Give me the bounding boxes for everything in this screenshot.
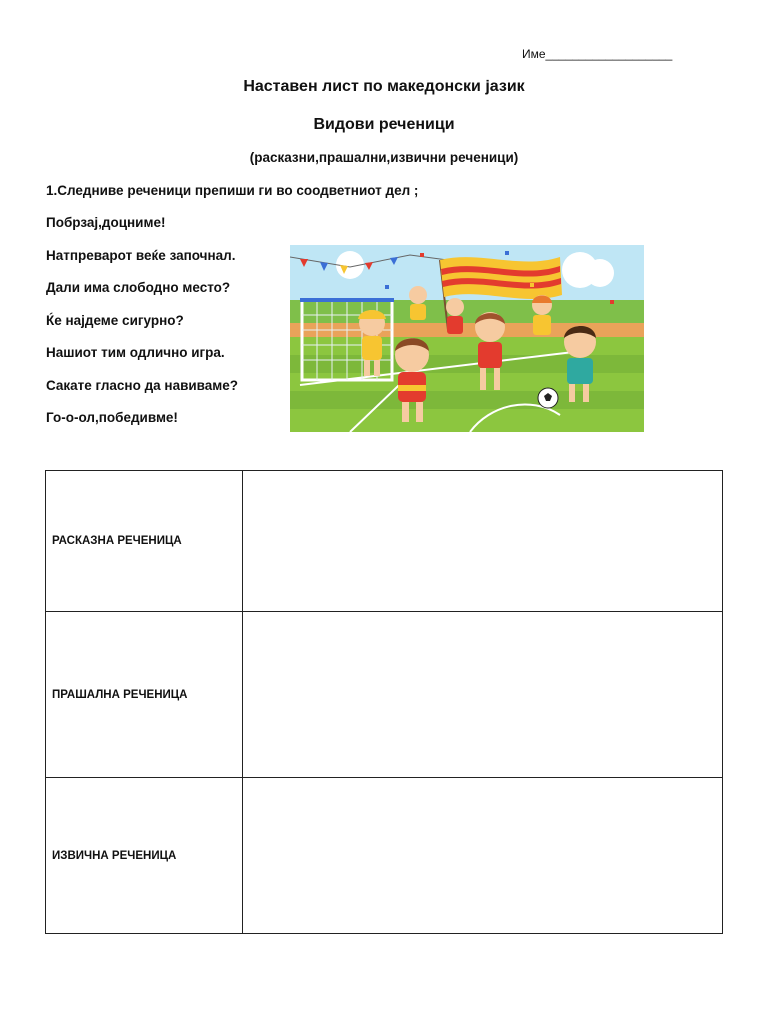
- soccer-ball: [538, 388, 558, 408]
- worksheet-title: Наставен лист по македонски јазик: [243, 78, 525, 95]
- answer-cell-exclamatory[interactable]: [243, 778, 723, 934]
- cloud: [586, 259, 614, 287]
- row-label-interrogative: ПРАШАЛНА РЕЧЕНИЦА: [46, 612, 243, 778]
- answer-cell-interrogative[interactable]: [243, 612, 723, 778]
- row-label-declarative: РАСКАЗНА РЕЧЕНИЦА: [46, 471, 243, 612]
- striped-flag: [440, 257, 562, 299]
- sentence-item: Сакате гласно да навиваме?: [46, 377, 239, 393]
- task-instruction: 1.Следниве реченици препиши ги во соодветниот дел ;: [46, 183, 419, 198]
- sentence-item: Дали има слободно место?: [46, 280, 231, 295]
- table-row: [46, 471, 723, 612]
- answer-cell-declarative[interactable]: [243, 471, 723, 612]
- sentence-list: [46, 213, 238, 441]
- sentence-item: Ќе најдеме сигурно?: [46, 312, 184, 328]
- sentence-item: Побрзај,доцниме!: [46, 215, 166, 230]
- table-row: [46, 778, 723, 934]
- football-illustration: [290, 245, 644, 432]
- name-field-line[interactable]: Име___________________: [522, 47, 673, 61]
- sentence-item: Нашиот тим одлично игра.: [46, 345, 225, 360]
- sentence-item: Натпреварот веќе започнал.: [46, 247, 236, 263]
- sentence-types: (расказни,прашални,извични реченици): [249, 150, 519, 165]
- table-row: [46, 612, 723, 778]
- worksheet-subtitle: Видови реченици: [313, 116, 455, 133]
- sentence-item: Го-о-ол,победивме!: [46, 410, 178, 425]
- row-label-exclamatory: ИЗВИЧНА РЕЧЕНИЦА: [46, 778, 243, 934]
- answer-table: [45, 470, 723, 934]
